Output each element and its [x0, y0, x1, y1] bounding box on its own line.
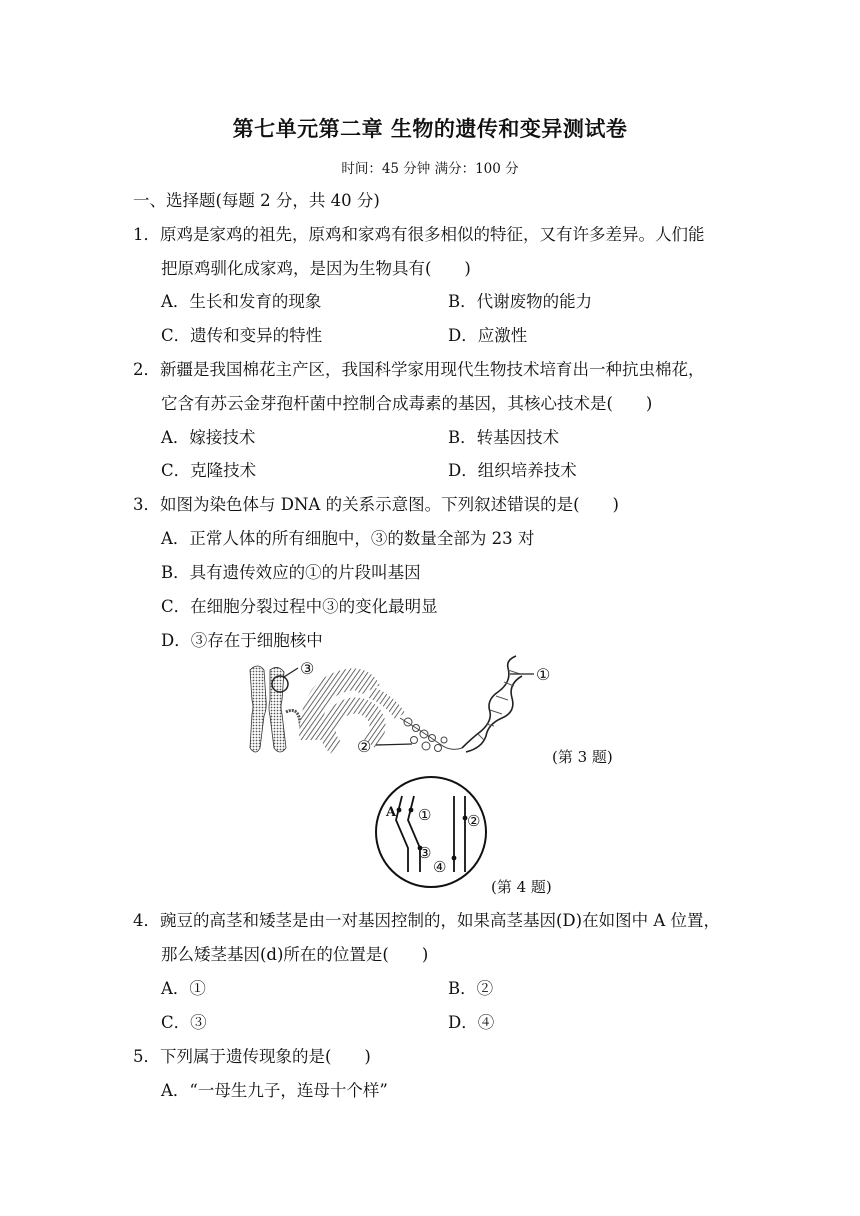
question-2-option-c: C．克隆技术 — [161, 461, 257, 480]
chromosome-shape — [250, 666, 286, 752]
question-3-option-b: B．具有遗传效应的①的片段叫基因 — [161, 563, 421, 582]
chromosome-dna-figure — [240, 652, 570, 764]
question-2-line1: 2．新疆是我国棉花主产区，我国科学家用现代生物技术培育出一种抗虫棉花， — [133, 360, 705, 379]
question-5-line1: 5．下列属于遗传现象的是( ) — [133, 1047, 371, 1066]
question-2-line2: 它含有苏云金芽孢杆菌中控制合成毒素的基因，其核心技术是( ) — [161, 394, 653, 413]
fig3-label-3: ③ — [300, 659, 315, 678]
fig3-label-2: ② — [357, 737, 372, 756]
question-4-option-d: D．④ — [448, 1013, 495, 1032]
question-1-option-a: A．生长和发育的现象 — [161, 292, 322, 311]
question-5-option-a: A．“一母生九子，连母十个样” — [161, 1081, 388, 1100]
figure-4-caption: (第 4 题) — [491, 878, 552, 896]
fig4-label-1: ① — [418, 806, 432, 824]
question-3-option-c: C．在细胞分裂过程中③的变化最明显 — [161, 597, 438, 616]
fig3-label-1: ① — [536, 665, 551, 684]
fig4-label-4: ④ — [433, 858, 447, 876]
question-1-line1: 1．原鸡是家鸡的祖先，原鸡和家鸡有很多相似的特征，又有许多差异。人们能 — [133, 225, 705, 244]
section-heading: 一、选择题(每题 2 分，共 40 分) — [133, 191, 380, 210]
question-1-option-b: B．代谢废物的能力 — [448, 292, 593, 311]
fig4-label-a: A — [386, 805, 397, 820]
question-3-line1: 3．如图为染色体与 DNA 的关系示意图。下列叙述错误的是( ) — [133, 495, 619, 514]
question-1-option-c: C．遗传和变异的特性 — [161, 326, 323, 345]
fig4-label-3: ③ — [418, 844, 432, 862]
question-1-option-d: D．应激性 — [448, 326, 528, 345]
question-1-line2: 把原鸡驯化成家鸡，是因为生物具有( ) — [161, 259, 471, 278]
question-4-option-b: B．② — [448, 979, 494, 998]
question-4-line1: 4．豌豆的高茎和矮茎是由一对基因控制的，如果高茎基因(D)在如图中 A 位置， — [133, 911, 721, 930]
question-2-option-d: D．组织培养技术 — [448, 461, 577, 480]
question-3-option-d: D．③存在于细胞核中 — [161, 631, 323, 650]
question-2-option-a: A．嫁接技术 — [161, 428, 256, 447]
page-title: 第七单元第二章 生物的遗传和变异测试卷 — [232, 117, 628, 141]
exam-time-score: 时间：45 分钟 满分：100 分 — [341, 161, 519, 177]
question-3-option-a: A．正常人体的所有细胞中，③的数量全部为 23 对 — [161, 529, 535, 548]
question-4-option-a: A．① — [161, 979, 206, 998]
figure-3-caption: (第 3 题) — [552, 748, 613, 766]
question-2-option-b: B．转基因技术 — [448, 428, 560, 447]
gene-position-figure — [370, 774, 496, 892]
fig4-label-2: ② — [467, 812, 481, 830]
question-4-line2: 那么矮茎基因(d)所在的位置是( ) — [161, 945, 429, 964]
question-4-option-c: C．③ — [161, 1013, 207, 1032]
